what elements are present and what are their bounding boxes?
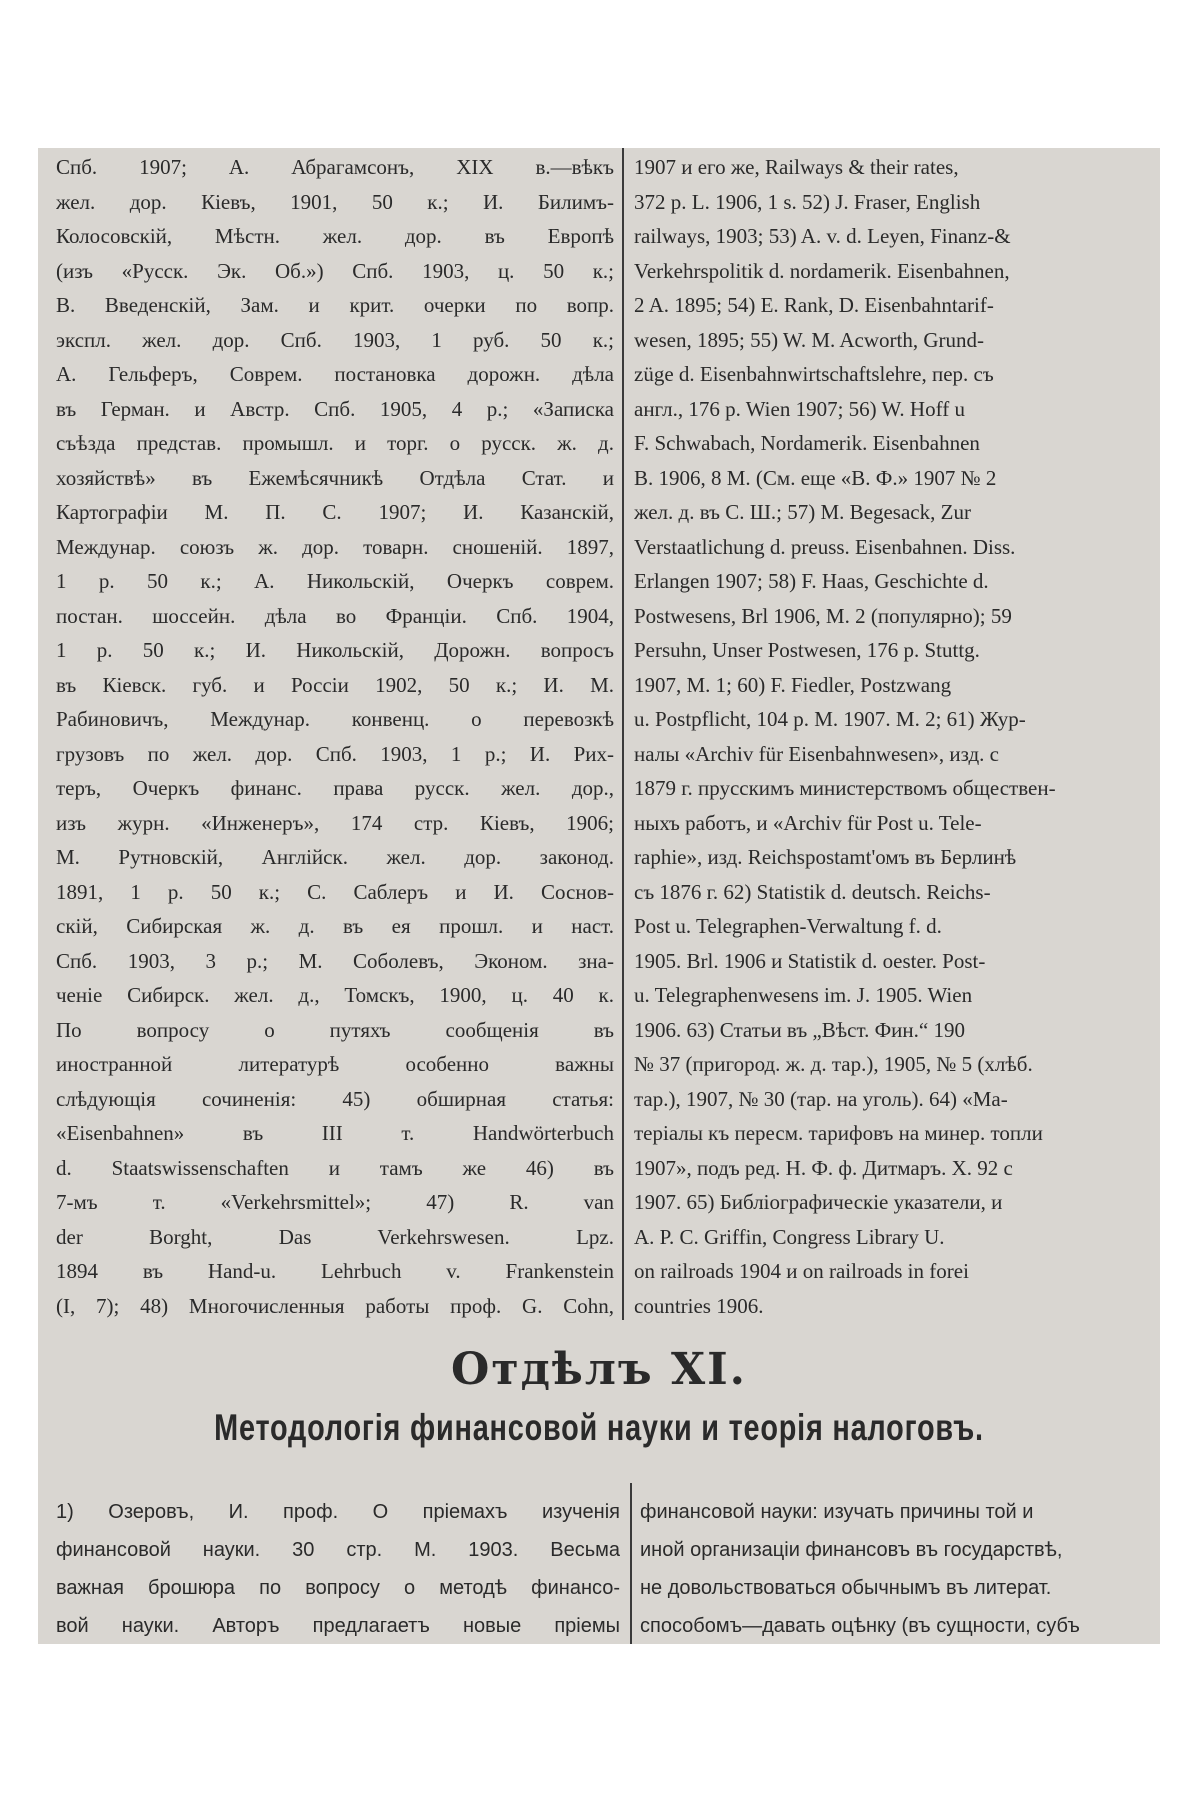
text-line: 2 A. 1895; 54) E. Rank, D. Eisenbahntarif- [634, 293, 994, 317]
text-line: u. Telegraphenwesens im. J. 1905. Wien [634, 983, 973, 1007]
text-line: теріалы къ пересм. тарифовъ на минер. топли [634, 1121, 1043, 1145]
text-line: railways, 1903; 53) A. v. d. Leyen, Finanz-& [634, 224, 1011, 248]
text-line: ныхъ работъ, и «Archiv für Post u. Tele- [634, 810, 982, 835]
text-line: № 37 (пригород. ж. д. тар.), 1905, № 5 (хлѣб. [634, 1052, 1033, 1076]
text-line: способомъ—давать оцѣнку (въ сущности, субъ [640, 1615, 1080, 1637]
text-line: важная брошюра по вопросу о методѣ финансо- [56, 1577, 620, 1599]
text-line: М. Рутновскій, Англійск. жел. дор. законод. [56, 845, 614, 869]
text-line: Persuhn, Unser Postwesen, 176 p. Stuttg. [634, 638, 980, 662]
text-line: тар.), 1907, № 30 (тар. на уголь). 64) «Ма- [634, 1086, 1008, 1111]
text-line: züge d. Eisenbahnwirtschaftslehre, пер. съ [634, 362, 994, 386]
text-line: on railroads 1904 и on railroads in forei [634, 1259, 969, 1283]
text-line: 1) Озеровъ, И. проф. О пріемахъ изученія [56, 1501, 620, 1523]
text-line: B. 1906, 8 M. (См. еще «В. Ф.» 1907 № 2 [634, 465, 997, 490]
text-line: постан. шоссейн. дѣла во Франціи. Спб. 1904, [56, 603, 614, 628]
text-line: съѣзда представ. промышл. и торг. о русск. ж. д. [56, 431, 614, 455]
text-line: 1879 г. прусскимъ министерствомъ обществен- [634, 776, 1056, 800]
text-line: иностранной литературѣ особенно важны [56, 1052, 614, 1076]
text-line: 1894 въ Hand-u. Lehrbuch v. Frankenstein [56, 1259, 614, 1283]
text-line: d. Staatswissenschaften и тамъ же 46) въ [56, 1155, 614, 1180]
text-line: wesen, 1895; 55) W. M. Acworth, Grund- [634, 327, 984, 352]
text-line: 1907, M. 1; 60) F. Fiedler, Postzwang [634, 672, 952, 697]
text-line: Erlangen 1907; 58) F. Haas, Geschichte d. [634, 569, 989, 593]
text-line: налы «Archiv für Eisenbahnwesen», изд. с [634, 741, 999, 766]
left-column [56, 150, 614, 1323]
text-line: Рабиновичъ, Междунар. конвенц. о перевозкѣ [56, 707, 614, 731]
text-line: съ 1876 г. 62) Statistik d. deutsch. Reichs- [634, 879, 991, 904]
text-line: 1906. 63) Статьи въ „Вѣст. Фин.“ 190 [634, 1017, 965, 1042]
text-line: въ Герман. и Австр. Спб. 1905, 4 р.; «Записка [56, 396, 614, 421]
text-line: 1907 и его же, Railways & their rates, [634, 155, 959, 179]
text-line: По вопросу о путяхъ сообщенія въ [56, 1017, 614, 1042]
text-line: 1907», подъ ред. Н. Ф. ф. Дитмаръ. X. 92 с [634, 1155, 1013, 1180]
text-line: теръ, Очеркъ финанс. права русск. жел. дор., [56, 776, 614, 800]
section-title-heading: Методологія финансовой науки и теорія налоговъ. [214, 1407, 984, 1448]
text-line: 372 p. L. 1906, 1 s. 52) J. Fraser, English [634, 189, 981, 214]
text-line: A. P. C. Griffin, Congress Library U. [634, 1224, 945, 1249]
text-line: Спб. 1907; А. Абрагамсонъ, XIX в.—вѣкъ [56, 155, 614, 179]
text-line: финансовой науки. 30 стр. М. 1903. Весьма [56, 1539, 620, 1561]
bottom-column-divider [630, 1483, 632, 1644]
text-line: Post u. Telegraphen-Verwaltung f. d. [634, 914, 942, 938]
text-line: (I, 7); 48) Многочисленныя работы проф. G. Cohn, [56, 1293, 614, 1318]
text-line: А. Гельферъ, Соврем. постановка дорожн. дѣла [56, 362, 614, 386]
text-line: u. Postpflicht, 104 p. M. 1907. M. 2; 61) Жур- [634, 707, 1026, 731]
text-line: raphie», изд. Reichspostamt'омъ въ Берлинѣ [634, 845, 1017, 869]
text-line: жел. д. въ С. Ш.; 57) M. Begesack, Zur [634, 500, 971, 524]
text-line: Картографіи М. П. С. 1907; И. Казанскій, [56, 500, 614, 524]
text-line: 1891, 1 р. 50 к.; С. Саблеръ и И. Соснов- [56, 879, 614, 904]
text-line: 1907. 65) Библіографическіе указатели, и [634, 1190, 1003, 1214]
text-line: не довольствоваться обычнымъ въ литерат. [640, 1577, 1052, 1599]
text-line: F. Schwabach, Nordamerik. Eisenbahnen [634, 431, 980, 455]
text-line: хозяйствѣ» въ Ежемѣсячникѣ Отдѣла Стат. и [56, 465, 614, 490]
text-line: Postwesens, Brl 1906, M. 2 (популярно); 59 [634, 603, 1012, 628]
bottom-left-column [56, 1493, 620, 1644]
text-line: изъ журн. «Инженеръ», 174 стр. Кіевъ, 1906; [56, 810, 614, 835]
text-line: финансовой науки: изучать причины той и [640, 1501, 1034, 1523]
right-column [634, 150, 1154, 1323]
text-line: экспл. жел. дор. Спб. 1903, 1 руб. 50 к.; [56, 327, 614, 352]
text-line: «Eisenbahnen» въ III т. Handwörterbuch [56, 1121, 614, 1145]
text-line: (изъ «Русск. Эк. Об.») Спб. 1903, ц. 50 к.; [56, 258, 614, 283]
text-line: Verkehrspolitik d. nordamerik. Eisenbahnen, [634, 258, 1010, 283]
text-line: 7-мъ т. «Verkehrsmittel»; 47) R. van [56, 1190, 614, 1214]
text-line: жел. дор. Кіевъ, 1901, 50 к.; И. Билимъ- [56, 189, 614, 214]
text-line: скій, Сибирская ж. д. въ ея прошл. и наст. [56, 914, 614, 938]
section-number-heading: Отдѣлъ XI. [451, 1344, 747, 1395]
scanned-page [38, 148, 1160, 1644]
text-line: Спб. 1903, 3 р.; М. Соболевъ, Эконом. зна- [56, 948, 614, 973]
text-line: Колосовскій, Мѣстн. жел. дор. въ Европѣ [56, 224, 614, 248]
text-line: англ., 176 p. Wien 1907; 56) W. Hoff u [634, 396, 965, 421]
text-line: 1 р. 50 к.; И. Никольскій, Дорожн. вопросъ [56, 638, 614, 662]
text-line: грузовъ по жел. дор. Спб. 1903, 1 р.; И. Рих- [56, 741, 614, 766]
text-line: иной организаціи финансовъ въ государствѣ, [640, 1539, 1063, 1561]
text-line: Междунар. союзъ ж. дор. товарн. сношеній. 1897, [56, 534, 614, 559]
text-line: вой науки. Авторъ предлагаетъ новые пріемы [56, 1615, 620, 1637]
text-line: 1905. Brl. 1906 и Statistik d. oester. Post- [634, 948, 986, 973]
text-line: въ Кіевск. губ. и Россіи 1902, 50 к.; И. М. [56, 672, 614, 697]
text-line: Verstaatlichung d. preuss. Eisenbahnen. Diss. [634, 534, 1016, 559]
bottom-right-column [640, 1493, 1150, 1644]
text-line: countries 1906. [634, 1293, 764, 1318]
text-line: der Borght, Das Verkehrswesen. Lpz. [56, 1224, 614, 1249]
text-line: ченіе Сибирск. жел. д., Томскъ, 1900, ц. 40 к. [56, 983, 614, 1007]
column-divider [622, 148, 624, 1320]
text-line: слѣдующія сочиненія: 45) обширная статья: [56, 1086, 614, 1111]
text-line: В. Введенскій, Зам. и крит. очерки по вопр. [56, 293, 614, 317]
text-line: 1 р. 50 к.; А. Никольскій, Очеркъ соврем. [56, 569, 614, 593]
